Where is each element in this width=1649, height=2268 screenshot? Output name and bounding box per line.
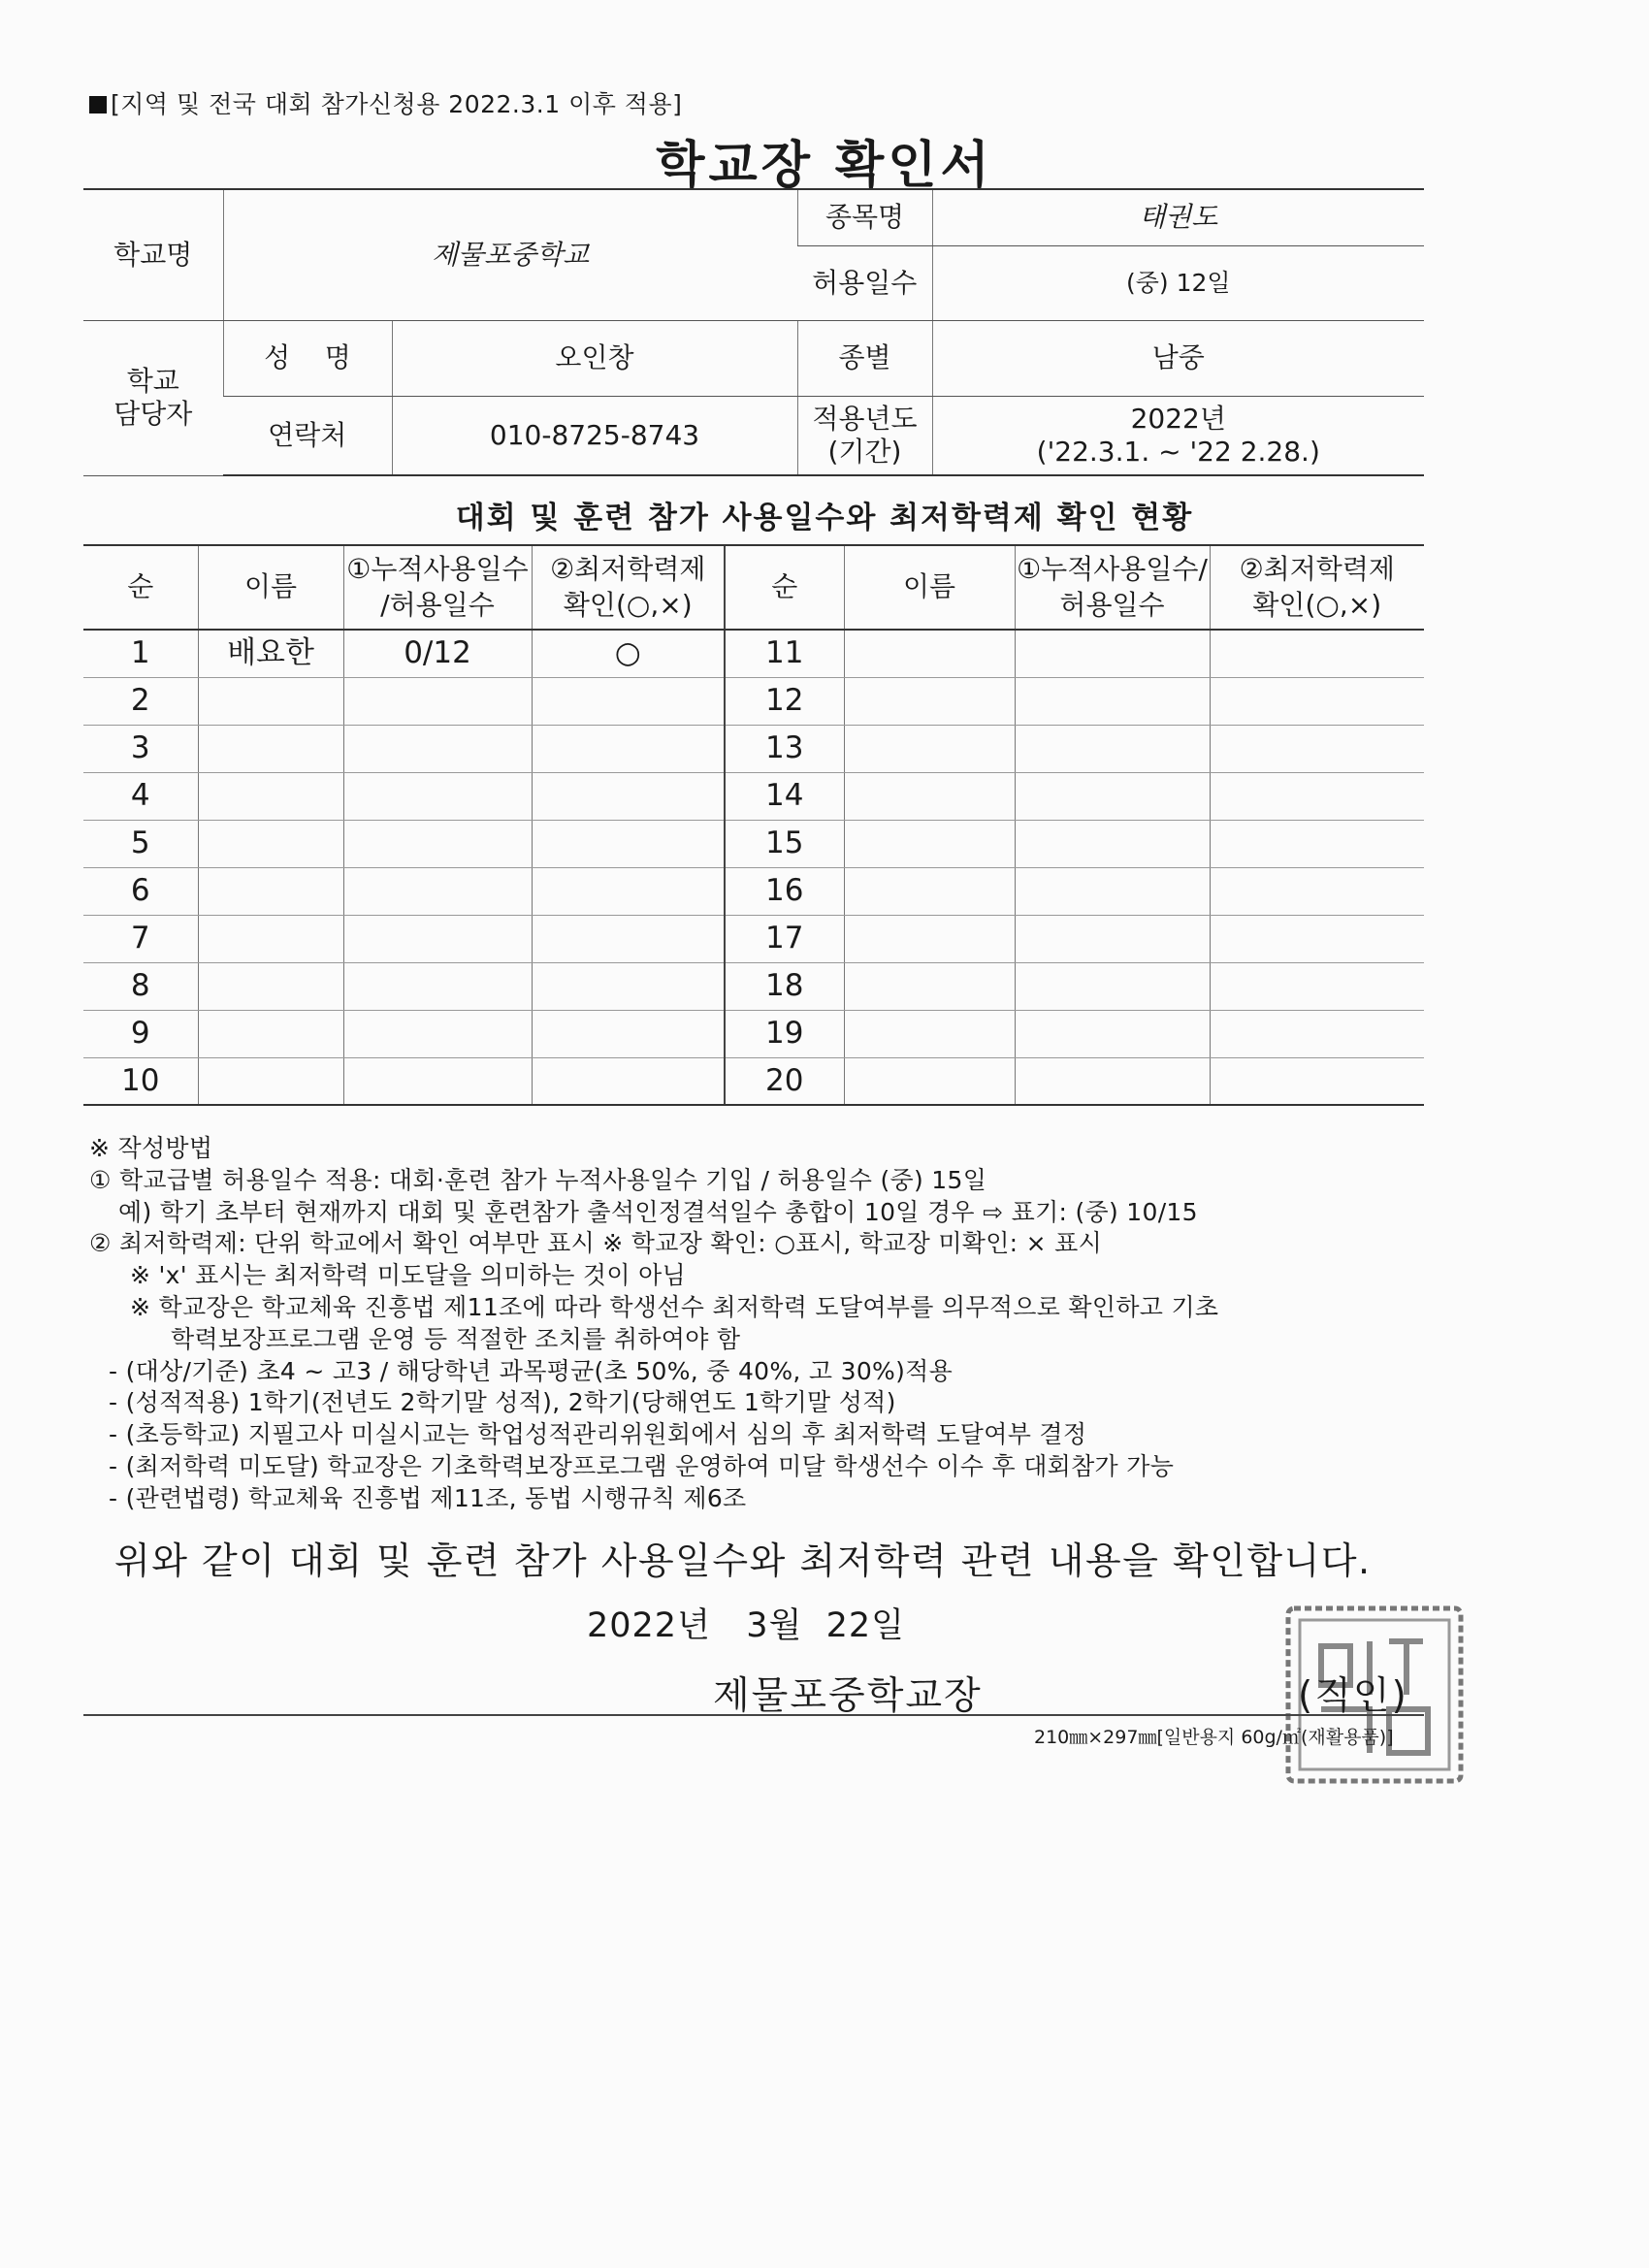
row-name <box>844 725 1015 772</box>
row-days <box>1015 677 1210 725</box>
row-number: 20 <box>725 1057 844 1105</box>
row-name <box>198 962 343 1010</box>
note-item: ② 최저학력제: 단위 학교에서 확인 여부만 표시 ※ 학교장 확인: ○표시, 학교장 미확인: × 표시 <box>89 1229 1103 1258</box>
table-row <box>83 772 1424 820</box>
sport-label: 종목명 <box>797 189 932 245</box>
section-title: 대회 및 훈련 참가 사용일수와 최저학력제 확인 현황 <box>455 501 1194 535</box>
table-row <box>83 1057 1424 1105</box>
sport-value: 태권도 <box>932 189 1424 245</box>
row-days <box>343 677 532 725</box>
table-row <box>83 962 1424 1010</box>
header-no-right: 순 <box>725 545 844 630</box>
row-number: 17 <box>725 915 844 962</box>
row-name <box>844 962 1015 1010</box>
row-name <box>844 820 1015 867</box>
row-days <box>1015 915 1210 962</box>
row-check <box>1210 820 1424 867</box>
paper-info: 210㎜×297㎜[일반용지 60g/㎡(재활용품)] <box>1034 1727 1394 1748</box>
header-check-left: ②최저학력제 확인(○,×) <box>532 545 725 630</box>
row-number: 8 <box>83 962 198 1010</box>
row-check <box>1210 962 1424 1010</box>
row-days <box>343 820 532 867</box>
row-days <box>1015 962 1210 1010</box>
note-item: 학력보장프로그램 운영 등 적절한 조치를 취하여야 함 <box>171 1324 741 1353</box>
row-name <box>844 772 1015 820</box>
row-name: 배요한 <box>198 630 343 677</box>
manager-label: 학교 담당자 <box>83 320 223 475</box>
header-days-right: ①누적사용일수/ 허용일수 <box>1015 545 1210 630</box>
usage-body <box>83 630 1424 1105</box>
signature-date: 2022년 3월 22일 <box>587 1606 905 1645</box>
row-name <box>198 1057 343 1105</box>
row-check <box>532 962 725 1010</box>
row-name <box>198 677 343 725</box>
period-value: 2022년 ('22.3.1. ~ '22 2.28.) <box>932 396 1424 475</box>
row-name <box>844 1010 1015 1057</box>
note-item: 예) 학기 초부터 현재까지 대회 및 훈련참가 출석인정결석일수 총합이 10일 경우 ⇨ 표기: (중) 10/15 <box>118 1197 1198 1226</box>
school-label: 학교명 <box>83 189 223 320</box>
notes <box>89 1133 1467 1515</box>
name-label: 성 명 <box>223 320 392 396</box>
row-number: 18 <box>725 962 844 1010</box>
note-item: - (최저학력 미도달) 학교장은 기초학력보장프로그램 운영하여 미달 학생선수 이수 후 대회참가 가능 <box>109 1451 1175 1480</box>
header-note: [지역 및 전국 대회 참가신청용 2022.3.1 이후 적용] <box>89 85 682 120</box>
row-check <box>1210 1057 1424 1105</box>
row-name <box>198 725 343 772</box>
table-row <box>83 725 1424 772</box>
table-row <box>83 630 1424 677</box>
row-number: 13 <box>725 725 844 772</box>
signer-name: 제물포중학교장 <box>713 1674 983 1718</box>
row-check <box>1210 772 1424 820</box>
row-check <box>1210 677 1424 725</box>
table-row <box>83 677 1424 725</box>
header-no-left: 순 <box>83 545 198 630</box>
table-row <box>83 1010 1424 1057</box>
school-value: 제물포중학교 <box>223 189 797 320</box>
row-check <box>1210 630 1424 677</box>
note-item: - (초등학교) 지필고사 미실시교는 학업성적관리위원회에서 심의 후 최저학력 도달여부 결정 <box>109 1420 1087 1449</box>
note-item: - (대상/기준) 초4 ~ 고3 / 해당학년 과목평균(초 50%, 중 40%, 고 30%)적용 <box>109 1356 954 1385</box>
row-name <box>844 1057 1015 1105</box>
table-row <box>83 915 1424 962</box>
row-number: 9 <box>83 1010 198 1057</box>
row-check <box>532 915 725 962</box>
row-check <box>532 867 725 915</box>
row-days <box>1015 1010 1210 1057</box>
row-number: 15 <box>725 820 844 867</box>
table-row <box>83 820 1424 867</box>
row-days <box>343 725 532 772</box>
row-name <box>844 677 1015 725</box>
row-days <box>1015 630 1210 677</box>
page-title: 학교장 확인서 <box>656 137 993 195</box>
header-name-left: 이름 <box>198 545 343 630</box>
row-days <box>1015 725 1210 772</box>
row-number: 4 <box>83 772 198 820</box>
row-days <box>343 1010 532 1057</box>
row-check <box>532 772 725 820</box>
row-check <box>1210 1010 1424 1057</box>
row-number: 1 <box>83 630 198 677</box>
header-name-right: 이름 <box>844 545 1015 630</box>
info-table <box>83 188 1424 476</box>
row-check <box>532 725 725 772</box>
row-days <box>1015 867 1210 915</box>
note-heading: ※ 작성방법 <box>89 1134 213 1162</box>
category-label: 종별 <box>797 320 932 396</box>
note-item: - (성적적용) 1학기(전년도 2학기말 성적), 2학기(당해연도 1학기말 성적) <box>109 1388 896 1417</box>
row-days <box>343 772 532 820</box>
note-item: ① 학교급별 허용일수 적용: 대회·훈련 참가 누적사용일수 기입 / 허용일수 (중) 15일 <box>89 1165 987 1194</box>
allowed-days-value: (중) 12일 <box>932 245 1424 320</box>
category-value: 남중 <box>932 320 1424 396</box>
row-name <box>844 630 1015 677</box>
note-item: - (관련법령) 학교체육 진흥법 제11조, 동법 시행규칙 제6조 <box>109 1483 747 1512</box>
row-number: 7 <box>83 915 198 962</box>
row-check <box>532 1010 725 1057</box>
row-check <box>1210 915 1424 962</box>
row-check <box>532 820 725 867</box>
row-days <box>1015 1057 1210 1105</box>
row-name <box>198 820 343 867</box>
period-label: 적용년도 (기간) <box>797 396 932 475</box>
header-check-right: ②최저학력제 확인(○,×) <box>1210 545 1424 630</box>
note-item: ※ 'x' 표시는 최저학력 미도달을 의미하는 것이 아님 <box>130 1261 686 1290</box>
row-days <box>343 867 532 915</box>
row-days: 0/12 <box>343 630 532 677</box>
row-name <box>198 772 343 820</box>
row-days <box>343 1057 532 1105</box>
row-check <box>532 1057 725 1105</box>
row-name <box>198 915 343 962</box>
row-days <box>343 962 532 1010</box>
row-check <box>1210 725 1424 772</box>
contact-label: 연락처 <box>223 396 392 475</box>
contact-value: 010-8725-8743 <box>392 396 797 475</box>
row-check <box>1210 867 1424 915</box>
row-check <box>532 677 725 725</box>
usage-table <box>83 544 1424 1106</box>
row-number: 19 <box>725 1010 844 1057</box>
row-days <box>1015 820 1210 867</box>
row-number: 5 <box>83 820 198 867</box>
row-number: 12 <box>725 677 844 725</box>
seal-mark-label: (직인) <box>1298 1674 1408 1718</box>
row-number: 14 <box>725 772 844 820</box>
row-check: ○ <box>532 630 725 677</box>
row-days <box>1015 772 1210 820</box>
name-value: 오인창 <box>392 320 797 396</box>
row-number: 3 <box>83 725 198 772</box>
row-number: 6 <box>83 867 198 915</box>
row-name <box>198 1010 343 1057</box>
square-bullet-icon <box>89 96 107 113</box>
allowed-days-label: 허용일수 <box>797 245 932 320</box>
row-number: 2 <box>83 677 198 725</box>
row-name <box>198 867 343 915</box>
row-number: 10 <box>83 1057 198 1105</box>
row-name <box>844 867 1015 915</box>
row-number: 11 <box>725 630 844 677</box>
row-number: 16 <box>725 867 844 915</box>
footer-divider <box>83 1714 1424 1716</box>
note-item: ※ 학교장은 학교체육 진흥법 제11조에 따라 학생선수 최저학력 도달여부를 의무적으로 확인하고 기초 <box>130 1292 1219 1321</box>
row-days <box>343 915 532 962</box>
confirm-statement: 위와 같이 대회 및 훈련 참가 사용일수와 최저학력 관련 내용을 확인합니다. <box>114 1539 1372 1582</box>
table-row <box>83 867 1424 915</box>
row-name <box>844 915 1015 962</box>
header-days-left: ①누적사용일수 /허용일수 <box>343 545 532 630</box>
